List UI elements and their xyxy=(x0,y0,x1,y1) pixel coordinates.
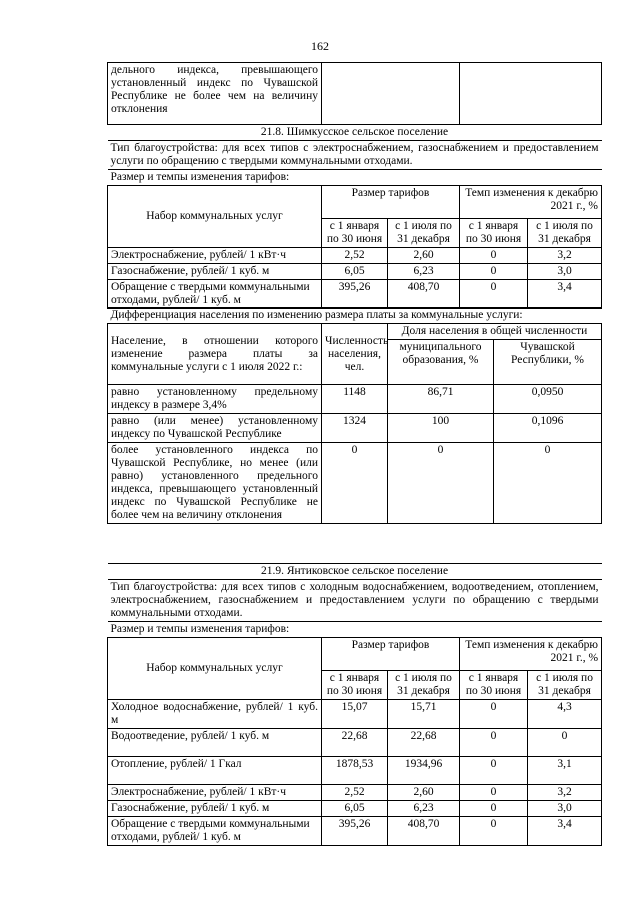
sub-header: с 1 июля по 31 декабря xyxy=(388,671,460,700)
cell: 22,68 xyxy=(322,729,388,757)
pop-header: Население, в отношении которого изменение размера платы за коммунальные услуги с 1 июля 2022 г.: xyxy=(108,324,322,385)
cell: 0,1096 xyxy=(494,414,602,443)
col-size-header: Размер тарифов xyxy=(322,186,460,219)
cell: 100 xyxy=(388,414,494,443)
col-size-header: Размер тарифов xyxy=(322,638,460,671)
cell: 3,0 xyxy=(528,801,602,817)
table-row xyxy=(108,700,602,729)
cell: 4,3 xyxy=(528,700,602,729)
cell: 6,23 xyxy=(388,264,460,280)
sub-header: с 1 июля по 31 декабря xyxy=(528,219,602,248)
sub-header: с 1 января по 30 июня xyxy=(322,671,388,700)
col-services-header: Набор коммунальных услуг xyxy=(108,186,322,248)
cell: 2,52 xyxy=(322,248,388,264)
table-row xyxy=(108,264,602,280)
sub-header: с 1 июля по 31 декабря xyxy=(528,671,602,700)
size-label: Размер и темпы изменения тарифов: xyxy=(108,170,602,186)
cell: 395,26 xyxy=(322,280,388,309)
table-row xyxy=(108,757,602,785)
cell: 2,60 xyxy=(388,785,460,801)
service-name: Газоснабжение, рублей/ 1 куб. м xyxy=(108,801,322,817)
cell: 2,52 xyxy=(322,785,388,801)
service-name: Газоснабжение, рублей/ 1 куб. м xyxy=(108,264,322,280)
cell: 0,0950 xyxy=(494,385,602,414)
cell: 1934,96 xyxy=(388,757,460,785)
service-name: Водоотведение, рублей/ 1 куб. м xyxy=(108,729,322,757)
table-row xyxy=(108,729,602,757)
table-row xyxy=(108,443,602,524)
section-type-text: Тип благоустройства: для всех типов с электроснабжением, газоснабжением и предоставлением услуги по обращению с твердыми коммунальными отходами. xyxy=(108,141,602,170)
service-name: Обращение с твердыми коммунальными отходами, рублей/ 1 куб. м xyxy=(108,280,322,309)
cell: 0 xyxy=(460,264,528,280)
cell: 1878,53 xyxy=(322,757,388,785)
cell: 0 xyxy=(460,280,528,309)
service-name: Электроснабжение, рублей/ 1 кВт·ч xyxy=(108,248,322,264)
table-row xyxy=(108,414,602,443)
sub-header: с 1 июля по 31 декабря xyxy=(388,219,460,248)
size-label: Размер и темпы изменения тарифов: xyxy=(108,622,602,638)
cell: 15,71 xyxy=(388,700,460,729)
cell: 3,1 xyxy=(528,757,602,785)
tariff-table-2 xyxy=(107,563,602,846)
cell: 6,05 xyxy=(322,264,388,280)
cell: 15,07 xyxy=(322,700,388,729)
tariff-table-1 xyxy=(107,62,602,309)
cell: 22,68 xyxy=(388,729,460,757)
cell: 408,70 xyxy=(388,817,460,846)
table-row xyxy=(108,280,602,309)
cell: 1148 xyxy=(322,385,388,414)
section-title: 21.8. Шимкусское сельское поселение xyxy=(108,125,602,141)
cell: 6,23 xyxy=(388,801,460,817)
table-row xyxy=(108,385,602,414)
service-name: Электроснабжение, рублей/ 1 кВт·ч xyxy=(108,785,322,801)
cell: 395,26 xyxy=(322,817,388,846)
pop-row-name: равно (или менее) установленному индексу по Чувашской Республике xyxy=(108,414,322,443)
cell: 0 xyxy=(322,443,388,524)
pop-row-name: более установленного индекса по Чувашской Республике, но менее (или равно) установленного предельного индекса, превышающего установленный индекс по Чувашской Республике не более чем на величину отклонения xyxy=(108,443,322,524)
cell: 0 xyxy=(460,785,528,801)
cell: 86,71 xyxy=(388,385,494,414)
cell: 3,0 xyxy=(528,264,602,280)
cell: 0 xyxy=(460,801,528,817)
share-header: Доля населения в общей численности xyxy=(388,324,602,340)
sub-header: с 1 января по 30 июня xyxy=(460,219,528,248)
table-row xyxy=(108,248,602,264)
section-type-text: Тип благоустройства: для всех типов с холодным водоснабжением, водоотведением, отоплением, электроснабжением, газоснабжением и предоставлением услуги по обращению с твердыми коммунальными отходами. xyxy=(108,580,602,622)
cell: 0 xyxy=(494,443,602,524)
col-rate-header: Темп изменения к декабрю 2021 г., % xyxy=(460,186,602,219)
cell: 0 xyxy=(460,729,528,757)
cell: 408,70 xyxy=(388,280,460,309)
cell: 0 xyxy=(460,817,528,846)
cell: 2,60 xyxy=(388,248,460,264)
diff-label: Дифференциация населения по изменению размера платы за коммунальные услуги: xyxy=(108,308,602,324)
cell: 3,2 xyxy=(528,785,602,801)
population-table xyxy=(107,307,602,524)
cell: 3,4 xyxy=(528,817,602,846)
sub-header: с 1 января по 30 июня xyxy=(460,671,528,700)
pop-row-name: равно установленному предельному индексу в размере 3,4% xyxy=(108,385,322,414)
cell: 6,05 xyxy=(322,801,388,817)
cell: 0 xyxy=(460,757,528,785)
rep-header: Чувашской Республики, % xyxy=(494,340,602,385)
service-name: Холодное водоснабжение, рублей/ 1 куб. м xyxy=(108,700,322,729)
cell: 3,4 xyxy=(528,280,602,309)
cell: 0 xyxy=(460,248,528,264)
page-number: 162 xyxy=(311,39,329,53)
cell: 0 xyxy=(388,443,494,524)
continuation-text: дельного индекса, превышающего установленный индекс по Чувашской Республике не более чем на величину отклонения xyxy=(108,63,322,125)
section-title: 21.9. Янтиковское сельское поселение xyxy=(108,564,602,580)
table-row xyxy=(108,801,602,817)
table-row xyxy=(108,785,602,801)
cell: 1324 xyxy=(322,414,388,443)
count-header: Численность населения, чел. xyxy=(322,324,388,385)
service-name: Обращение с твердыми коммунальными отходами, рублей/ 1 куб. м xyxy=(108,817,322,846)
col-services-header: Набор коммунальных услуг xyxy=(108,638,322,700)
sub-header: с 1 января по 30 июня xyxy=(322,219,388,248)
cell: 0 xyxy=(528,729,602,757)
cell: 0 xyxy=(460,700,528,729)
cell: 3,2 xyxy=(528,248,602,264)
service-name: Отопление, рублей/ 1 Гкал xyxy=(108,757,322,785)
col-rate-header: Темп изменения к декабрю 2021 г., % xyxy=(460,638,602,671)
table-row xyxy=(108,817,602,846)
muni-header: муниципального образования, % xyxy=(388,340,494,385)
